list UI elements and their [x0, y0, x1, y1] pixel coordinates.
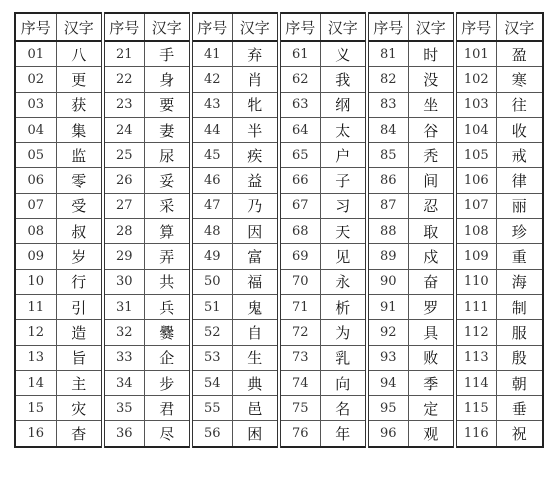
sequence-number-cell: 29: [103, 244, 144, 269]
character-cell: 时: [408, 41, 455, 67]
character-cell: 年: [320, 421, 367, 447]
sequence-number-cell: 12: [15, 320, 56, 345]
header-number: 序号: [455, 13, 496, 41]
character-cell: 季: [408, 370, 455, 395]
character-cell: 戍: [408, 244, 455, 269]
sequence-number-cell: 68: [279, 219, 320, 244]
character-cell: 兵: [144, 294, 191, 319]
sequence-number-cell: 115: [455, 396, 496, 421]
sequence-number-cell: 50: [191, 269, 232, 294]
character-cell: 肖: [232, 67, 279, 92]
sequence-number-cell: 93: [367, 345, 408, 370]
sequence-number-cell: 85: [367, 143, 408, 168]
sequence-number-cell: 15: [15, 396, 56, 421]
header-character: 汉字: [56, 13, 103, 41]
sequence-number-cell: 104: [455, 117, 496, 142]
sequence-number-cell: 27: [103, 193, 144, 218]
character-cell: 杳: [56, 421, 103, 447]
sequence-number-cell: 06: [15, 168, 56, 193]
character-cell: 困: [232, 421, 279, 447]
sequence-number-cell: 114: [455, 370, 496, 395]
character-cell: 祝: [496, 421, 543, 447]
character-cell: 败: [408, 345, 455, 370]
sequence-number-cell: 107: [455, 193, 496, 218]
character-cell: 半: [232, 117, 279, 142]
sequence-number-cell: 74: [279, 370, 320, 395]
sequence-number-cell: 108: [455, 219, 496, 244]
sequence-number-cell: 55: [191, 396, 232, 421]
table-row: [15, 67, 543, 92]
character-cell: 取: [408, 219, 455, 244]
sequence-number-cell: 83: [367, 92, 408, 117]
sequence-number-cell: 71: [279, 294, 320, 319]
character-cell: 益: [232, 168, 279, 193]
table-row: [15, 168, 543, 193]
sequence-number-cell: 106: [455, 168, 496, 193]
character-cell: 天: [320, 219, 367, 244]
sequence-number-cell: 31: [103, 294, 144, 319]
sequence-number-cell: 25: [103, 143, 144, 168]
table-body: [15, 41, 543, 447]
table-row: [15, 41, 543, 67]
character-cell: 鬼: [232, 294, 279, 319]
sequence-number-cell: 103: [455, 92, 496, 117]
sequence-number-cell: 35: [103, 396, 144, 421]
character-cell: 析: [320, 294, 367, 319]
table-row: [15, 396, 543, 421]
sequence-number-cell: 09: [15, 244, 56, 269]
character-cell: 收: [496, 117, 543, 142]
character-cell: 零: [56, 168, 103, 193]
character-cell: 采: [144, 193, 191, 218]
header-row: [15, 13, 543, 41]
sequence-number-cell: 105: [455, 143, 496, 168]
sequence-number-cell: 32: [103, 320, 144, 345]
character-cell: 没: [408, 67, 455, 92]
character-cell: 我: [320, 67, 367, 92]
character-cell: 义: [320, 41, 367, 67]
character-cell: 服: [496, 320, 543, 345]
sequence-number-cell: 76: [279, 421, 320, 447]
character-cell: 律: [496, 168, 543, 193]
sequence-number-cell: 72: [279, 320, 320, 345]
sequence-number-cell: 69: [279, 244, 320, 269]
sequence-number-cell: 48: [191, 219, 232, 244]
header-character: 汉字: [320, 13, 367, 41]
sequence-number-cell: 16: [15, 421, 56, 447]
header-character: 汉字: [408, 13, 455, 41]
character-cell: 爨: [144, 320, 191, 345]
character-cell: 名: [320, 396, 367, 421]
header-number: 序号: [15, 13, 56, 41]
sequence-number-cell: 88: [367, 219, 408, 244]
sequence-number-cell: 22: [103, 67, 144, 92]
character-cell: 弄: [144, 244, 191, 269]
character-cell: 具: [408, 320, 455, 345]
character-cell: 间: [408, 168, 455, 193]
sequence-number-cell: 04: [15, 117, 56, 142]
character-cell: 制: [496, 294, 543, 319]
sequence-number-cell: 26: [103, 168, 144, 193]
character-cell: 殷: [496, 345, 543, 370]
character-cell: 岁: [56, 244, 103, 269]
sequence-number-cell: 63: [279, 92, 320, 117]
character-cell: 秃: [408, 143, 455, 168]
sequence-number-cell: 66: [279, 168, 320, 193]
header-number: 序号: [191, 13, 232, 41]
character-cell: 戒: [496, 143, 543, 168]
sequence-number-cell: 44: [191, 117, 232, 142]
sequence-number-cell: 87: [367, 193, 408, 218]
sequence-number-cell: 30: [103, 269, 144, 294]
sequence-number-cell: 34: [103, 370, 144, 395]
character-cell: 太: [320, 117, 367, 142]
sequence-number-cell: 33: [103, 345, 144, 370]
character-cell: 算: [144, 219, 191, 244]
character-cell: 罗: [408, 294, 455, 319]
sequence-number-cell: 89: [367, 244, 408, 269]
character-cell: 邑: [232, 396, 279, 421]
sequence-number-cell: 86: [367, 168, 408, 193]
character-cell: 造: [56, 320, 103, 345]
character-cell: 往: [496, 92, 543, 117]
sequence-number-cell: 111: [455, 294, 496, 319]
character-cell: 垂: [496, 396, 543, 421]
header-number: 序号: [367, 13, 408, 41]
sequence-number-cell: 23: [103, 92, 144, 117]
character-cell: 妥: [144, 168, 191, 193]
sequence-number-cell: 08: [15, 219, 56, 244]
table-row: [15, 370, 543, 395]
sequence-number-cell: 02: [15, 67, 56, 92]
character-cell: 纲: [320, 92, 367, 117]
character-cell: 君: [144, 396, 191, 421]
character-cell: 共: [144, 269, 191, 294]
character-cell: 疾: [232, 143, 279, 168]
header-character: 汉字: [144, 13, 191, 41]
character-cell: 坐: [408, 92, 455, 117]
character-cell: 忍: [408, 193, 455, 218]
sequence-number-cell: 07: [15, 193, 56, 218]
character-cell: 受: [56, 193, 103, 218]
character-cell: 为: [320, 320, 367, 345]
header-character: 汉字: [232, 13, 279, 41]
sequence-number-cell: 01: [15, 41, 56, 67]
sequence-number-cell: 54: [191, 370, 232, 395]
sequence-number-cell: 52: [191, 320, 232, 345]
character-cell: 因: [232, 219, 279, 244]
character-cell: 身: [144, 67, 191, 92]
sequence-number-cell: 113: [455, 345, 496, 370]
character-cell: 寒: [496, 67, 543, 92]
sequence-number-cell: 61: [279, 41, 320, 67]
sequence-number-cell: 36: [103, 421, 144, 447]
character-cell: 福: [232, 269, 279, 294]
character-cell: 向: [320, 370, 367, 395]
table-row: [15, 143, 543, 168]
character-cell: 奋: [408, 269, 455, 294]
sequence-number-cell: 102: [455, 67, 496, 92]
character-cell: 监: [56, 143, 103, 168]
sequence-number-cell: 73: [279, 345, 320, 370]
sequence-number-cell: 65: [279, 143, 320, 168]
table-row: [15, 193, 543, 218]
sequence-number-cell: 67: [279, 193, 320, 218]
character-cell: 八: [56, 41, 103, 67]
sequence-number-cell: 70: [279, 269, 320, 294]
character-cell: 户: [320, 143, 367, 168]
sequence-number-cell: 110: [455, 269, 496, 294]
character-cell: 海: [496, 269, 543, 294]
character-cell: 牝: [232, 92, 279, 117]
sequence-number-cell: 24: [103, 117, 144, 142]
character-cell: 步: [144, 370, 191, 395]
character-cell: 要: [144, 92, 191, 117]
character-cell: 生: [232, 345, 279, 370]
sequence-number-cell: 13: [15, 345, 56, 370]
character-cell: 集: [56, 117, 103, 142]
table-row: [15, 117, 543, 142]
character-cell: 自: [232, 320, 279, 345]
character-cell: 更: [56, 67, 103, 92]
sequence-number-cell: 112: [455, 320, 496, 345]
character-cell: 尽: [144, 421, 191, 447]
sequence-number-cell: 95: [367, 396, 408, 421]
header-character: 汉字: [496, 13, 543, 41]
character-cell: 定: [408, 396, 455, 421]
sequence-number-cell: 28: [103, 219, 144, 244]
character-cell: 妻: [144, 117, 191, 142]
character-cell: 永: [320, 269, 367, 294]
table-row: [15, 345, 543, 370]
table-row: [15, 244, 543, 269]
sequence-number-cell: 81: [367, 41, 408, 67]
sequence-number-cell: 56: [191, 421, 232, 447]
character-cell: 叔: [56, 219, 103, 244]
character-cell: 观: [408, 421, 455, 447]
sequence-number-cell: 43: [191, 92, 232, 117]
character-cell: 乳: [320, 345, 367, 370]
sequence-number-cell: 41: [191, 41, 232, 67]
character-table: [14, 12, 544, 448]
table-row: [15, 294, 543, 319]
character-cell: 引: [56, 294, 103, 319]
character-cell: 获: [56, 92, 103, 117]
sequence-number-cell: 51: [191, 294, 232, 319]
sequence-number-cell: 14: [15, 370, 56, 395]
sequence-number-cell: 92: [367, 320, 408, 345]
sequence-number-cell: 53: [191, 345, 232, 370]
sequence-number-cell: 05: [15, 143, 56, 168]
sequence-number-cell: 03: [15, 92, 56, 117]
character-cell: 丽: [496, 193, 543, 218]
sequence-number-cell: 109: [455, 244, 496, 269]
sequence-number-cell: 84: [367, 117, 408, 142]
sequence-number-cell: 21: [103, 41, 144, 67]
sequence-number-cell: 91: [367, 294, 408, 319]
sequence-number-cell: 62: [279, 67, 320, 92]
sequence-number-cell: 90: [367, 269, 408, 294]
table-row: [15, 92, 543, 117]
sequence-number-cell: 11: [15, 294, 56, 319]
character-cell: 行: [56, 269, 103, 294]
character-cell: 手: [144, 41, 191, 67]
sequence-number-cell: 96: [367, 421, 408, 447]
character-cell: 旨: [56, 345, 103, 370]
character-cell: 习: [320, 193, 367, 218]
character-cell: 珍: [496, 219, 543, 244]
header-number: 序号: [103, 13, 144, 41]
sequence-number-cell: 82: [367, 67, 408, 92]
sequence-number-cell: 42: [191, 67, 232, 92]
sequence-number-cell: 49: [191, 244, 232, 269]
character-cell: 乃: [232, 193, 279, 218]
sequence-number-cell: 46: [191, 168, 232, 193]
character-cell: 富: [232, 244, 279, 269]
sequence-number-cell: 101: [455, 41, 496, 67]
character-cell: 盈: [496, 41, 543, 67]
character-cell: 重: [496, 244, 543, 269]
sequence-number-cell: 75: [279, 396, 320, 421]
sequence-number-cell: 116: [455, 421, 496, 447]
character-cell: 朝: [496, 370, 543, 395]
character-cell: 子: [320, 168, 367, 193]
sequence-number-cell: 10: [15, 269, 56, 294]
character-cell: 主: [56, 370, 103, 395]
sequence-number-cell: 45: [191, 143, 232, 168]
sequence-number-cell: 47: [191, 193, 232, 218]
table-row: [15, 269, 543, 294]
character-cell: 尿: [144, 143, 191, 168]
table-row: [15, 219, 543, 244]
sequence-number-cell: 94: [367, 370, 408, 395]
character-cell: 见: [320, 244, 367, 269]
character-cell: 灾: [56, 396, 103, 421]
table-row: [15, 421, 543, 447]
character-cell: 典: [232, 370, 279, 395]
character-cell: 谷: [408, 117, 455, 142]
sequence-number-cell: 64: [279, 117, 320, 142]
header-number: 序号: [279, 13, 320, 41]
character-cell: 企: [144, 345, 191, 370]
character-cell: 弃: [232, 41, 279, 67]
table-row: [15, 320, 543, 345]
